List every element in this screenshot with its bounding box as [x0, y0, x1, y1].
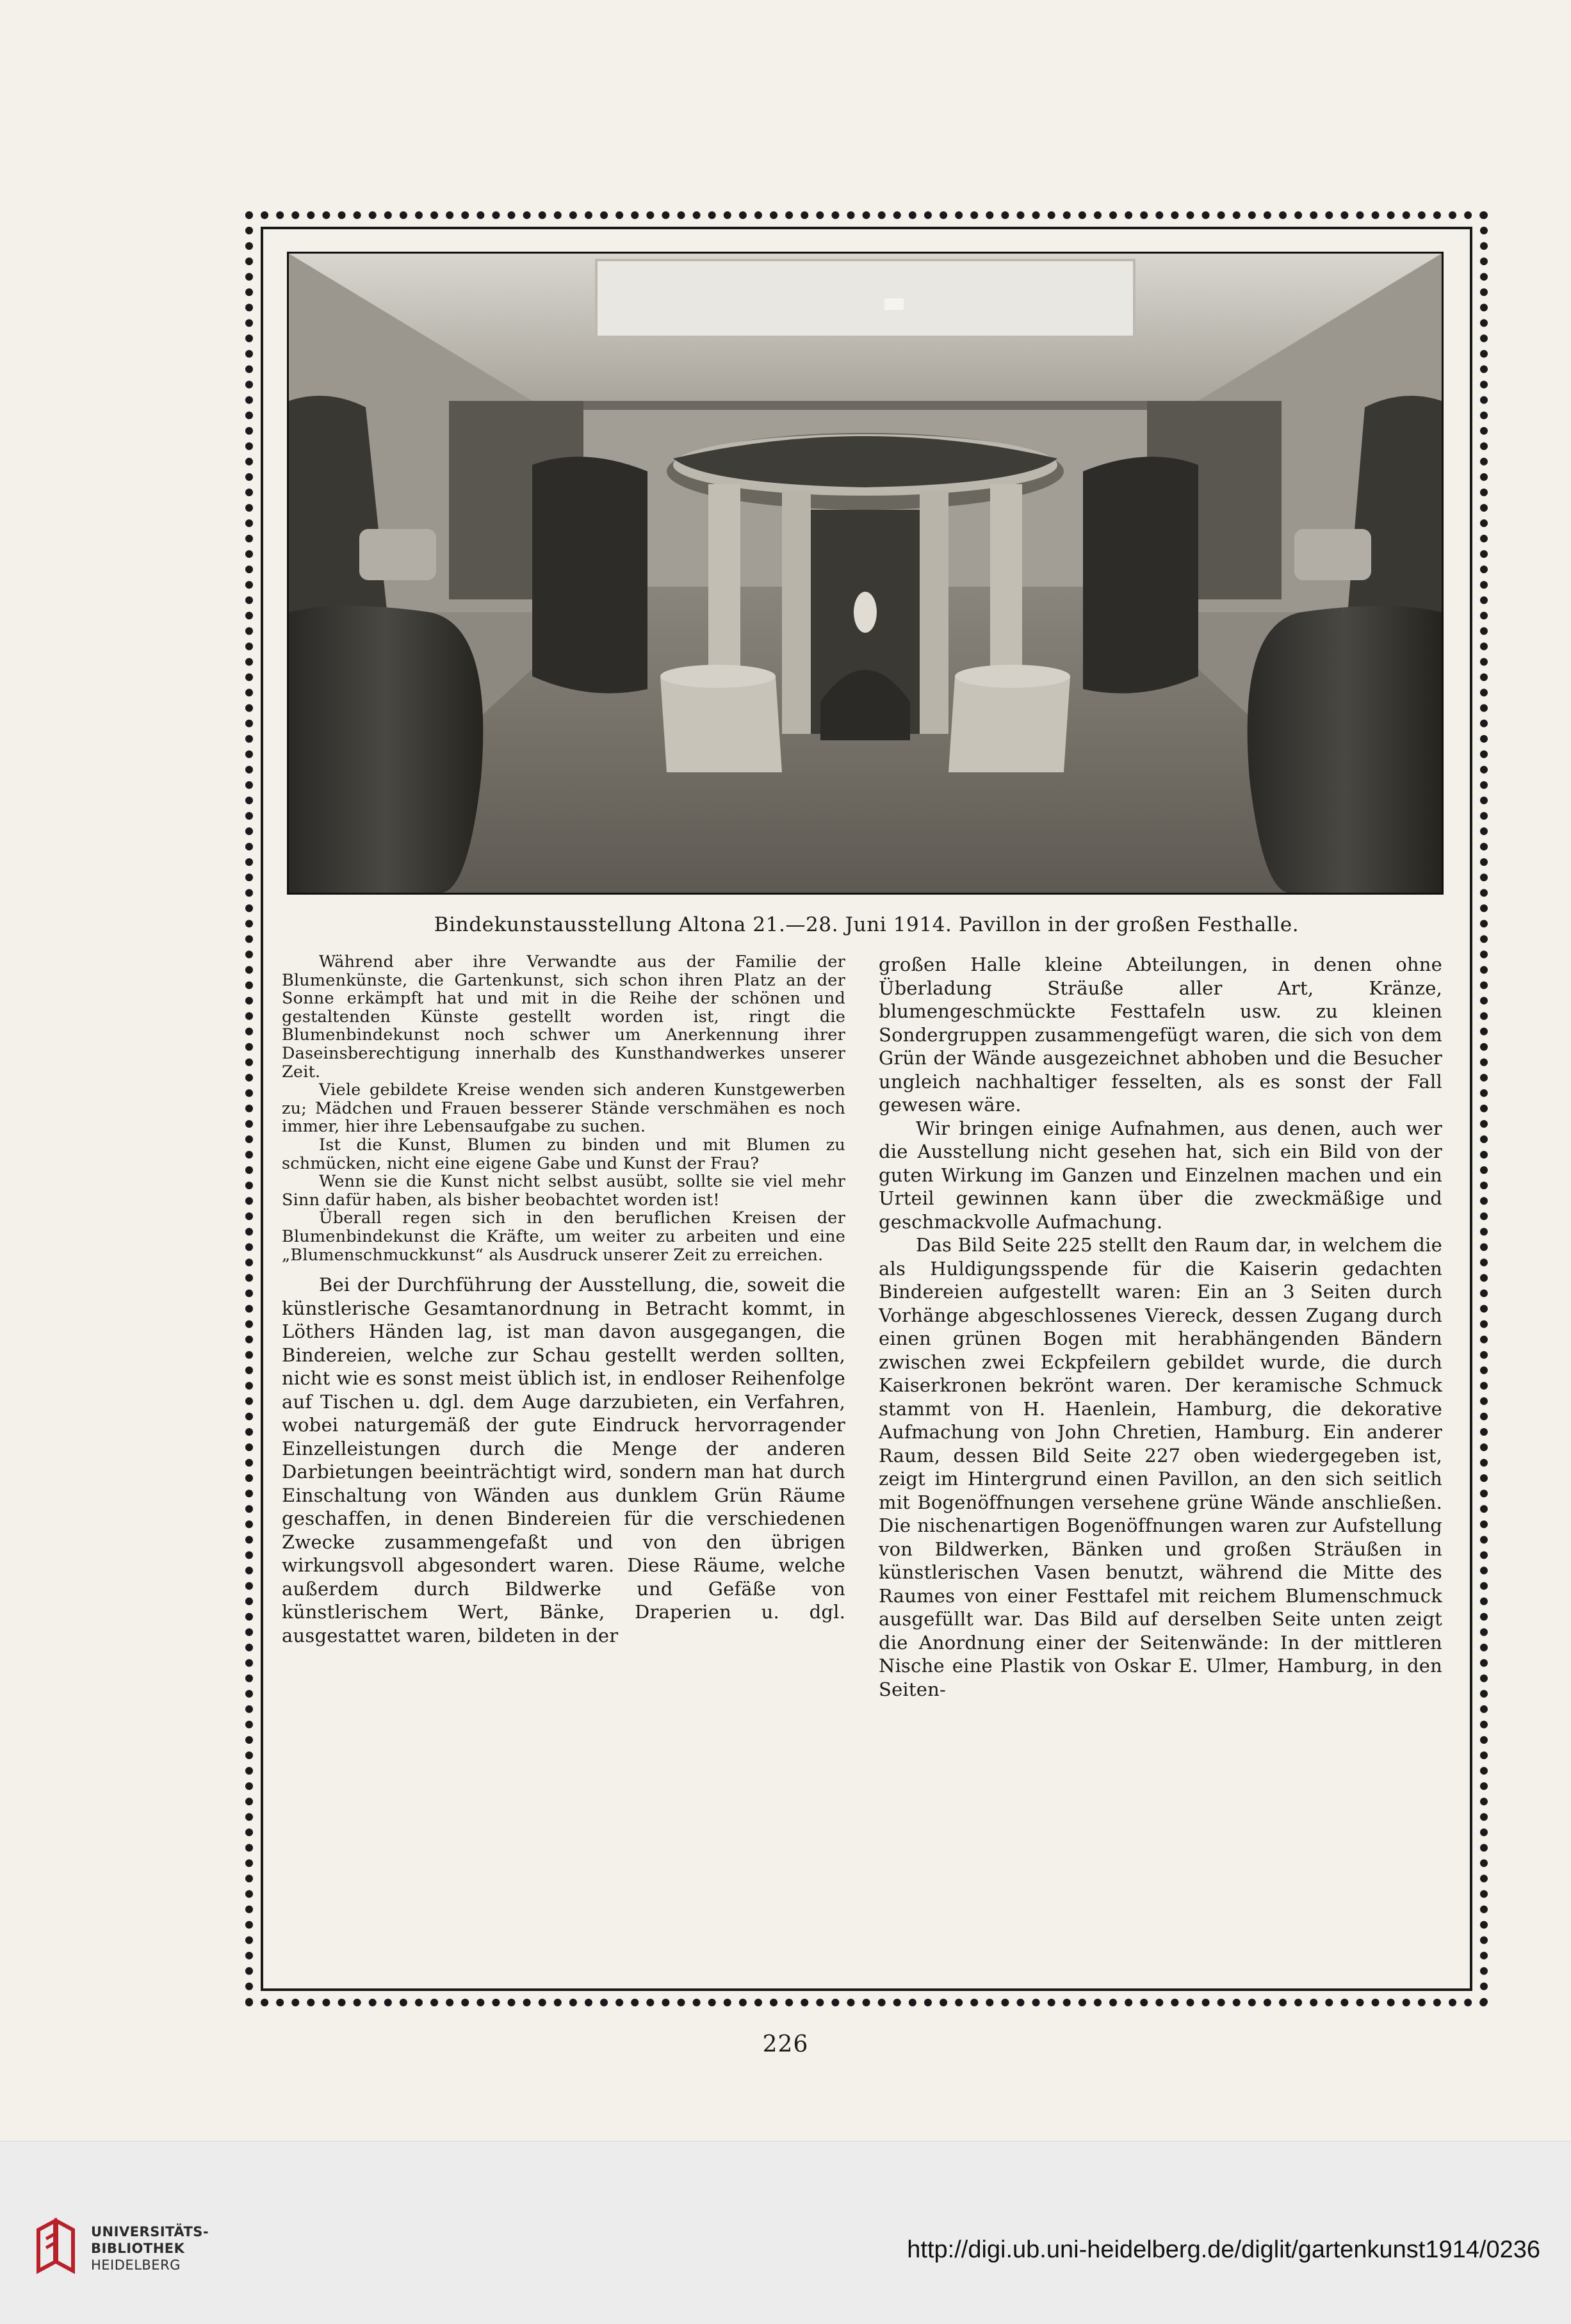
digitization-footer: [0, 2141, 1571, 2324]
library-name-line: HEIDELBERG: [91, 2257, 181, 2273]
page-number: 226: [762, 2031, 809, 2058]
paragraph: Bei der Durchführung der Ausstellung, die, soweit die künstlerische Gesamtanordnung in Betracht kommt, in Löthers Händen lag, ist man davon ausgegangen, die Bindereien, welche zur Schau gestellt werden sollten, nicht wie es sonst meist üblich ist, in endloser Reihenfolge auf Tischen u. dgl. dem Auge darzubieten, ein Verfahren, wobei naturgemäß der gute Eindruck hervorragender Einzelleistungen durch die Menge der anderen Darbietungen beeinträchtigt wird, sondern man hat durch Einschaltung von Wänden aus dunklem Grün Räume geschaffen, in denen Bindereien für die verschiedenen Zwecke zusammengefaßt und von den übrigen wirkungsvoll abgesondert waren. Diese Räume, welche außerdem durch Bildwerke und Gefäße von künstlerischem Wert, Bänke, Draperien u. dgl. ausgestattet waren, bildeten in der: [282, 1274, 845, 1646]
left-column: [282, 953, 845, 1647]
pavilion-photograph: [287, 252, 1444, 895]
paragraph: Das Bild Seite 225 stellt den Raum dar, in welchem die als Huldigungsspende für die Kaiserin gedachten Bindereien aufgestellt waren: Ein an 3 Seiten durch Vorhänge abgeschlossenes Viereck, dessen Zugang durch einen grünen Bogen mit herabhängenden Bändern zwischen zwei Eckpfeilern gebildet wurde, die durch Kaiserkronen bekrönt waren. Der keramische Schmuck stammt von H. Haenlein, Hamburg, die dekorative Aufmachung von John Chretien, Hamburg. Ein anderer Raum, dessen Bild Seite 227 oben wiedergegeben ist, zeigt im Hintergrund einen Pavillon, an den sich seitlich mit Bogenöffnungen versehene grüne Wände anschließen. Die nischenartigen Bogenöffnungen waren zur Aufstellung von Bildwerken, Bänken und großen Sträußen in künstlerischen Vasen benutzt, während die Mitte des Raumes von einer Festtafel mit reichem Blumenschmuck ausgefüllt war. Das Bild auf derselben Seite unten zeigt die Anordnung einer der Seitenwände: In der mittleren Nische eine Plastik von Oskar E. Ulmer, Hamburg, in den Seiten-: [879, 1234, 1442, 1700]
paragraph: Wenn sie die Kunst nicht selbst ausübt, sollte sie viel mehr Sinn dafür haben, als bisher beobachtet worden ist!: [282, 1172, 845, 1210]
paragraph: Während aber ihre Verwandte aus der Familie der Blumenkünste, die Gartenkunst, sich schon ihren Platz an der Sonne erkämpft hat und mit in die Reihe der schönen und gestaltenden Künste gestellt worden ist, ringt die Blumenbindekunst noch schwer um Anerkennung ihrer Daseinsberechtigung innerhalb des Kunsthandwerkes unserer Zeit.: [282, 952, 845, 1082]
right-column: [879, 953, 1442, 1701]
source-url[interactable]: http://digi.ub.uni-heidelberg.de/diglit/gartenkunst1914/0236: [907, 2236, 1540, 2263]
paragraph: Überall regen sich in den beruflichen Kreisen der Blumenbindekunst die Kräfte, um weiter zu arbeiten und eine „Blumenschmuckkunst“ als Ausdruck unserer Zeit zu erreichen.: [282, 1208, 845, 1265]
figure-caption: Bindekunstausstellung Altona 21.—28. Juni 1914. Pavillon in der großen Festhalle.: [434, 913, 1299, 936]
paragraph: Viele gebildete Kreise wenden sich anderen Kunstgewerben zu; Mädchen und Frauen besserer Stände verschmähen es noch immer, hier ihre Lebensaufgabe zu suchen.: [282, 1080, 845, 1137]
library-name: [91, 2223, 209, 2273]
library-logo-icon: [33, 2217, 78, 2277]
paragraph: Ist die Kunst, Blumen zu binden und mit Blumen zu schmücken, nicht eine eigene Gabe und Kunst der Frau?: [282, 1135, 845, 1173]
photograph-illustration: [289, 254, 1442, 893]
paragraph: großen Halle kleine Abteilungen, in denen ohne Überladung Sträuße aller Art, Kränze, blumengeschmückte Festtafeln usw. zu kleinen Sondergruppen zusammengefügt waren, die sich von dem Grün der Wände ausgezeichnet abhoben und die Besucher ungleich nachhaltiger fesselten, als es sonst der Fall gewesen wäre.: [879, 954, 1442, 1116]
library-name-line: UNIVERSITÄTS-: [91, 2224, 209, 2239]
library-name-line: BIBLIOTHEK: [91, 2241, 185, 2256]
paragraph: Wir bringen einige Aufnahmen, aus denen, auch wer die Ausstellung nicht gesehen hat, sich ein Bild von der guten Wirkung im Ganzen und Einzelnen machen und ein Urteil gewinnen kann über die zweckmäßige und geschmackvolle Aufmachung.: [879, 1117, 1442, 1233]
